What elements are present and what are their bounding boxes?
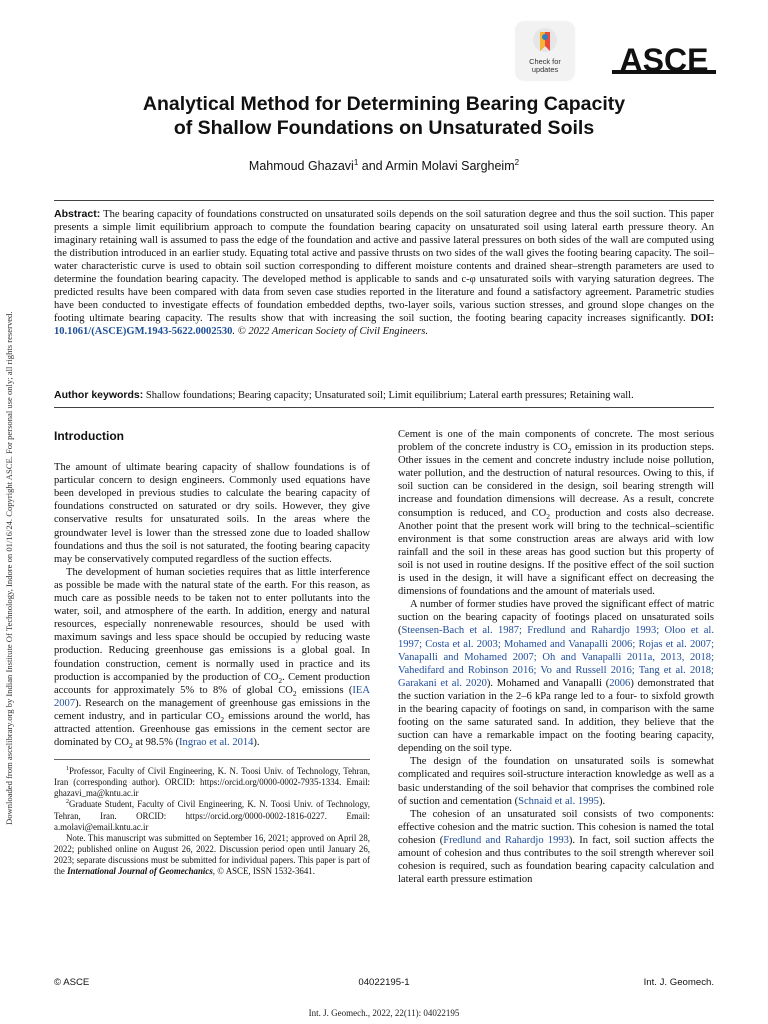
asce-logo — [612, 42, 716, 78]
author-keywords — [54, 389, 714, 402]
footnote-affiliation-2 — [54, 799, 370, 832]
paragraph-text: ). In fact, soil suction affects the amount of cohesion and thus contributes to the soil strength wherever soil cohesion is required, such as foundation bearing capacity calculation and lateral earth pressure estimation — [398, 834, 715, 886]
footer-page-id: 04022195-1 — [358, 977, 410, 988]
footnote-affiliation-1 — [54, 766, 370, 799]
keywords-label: Author keywords: — [54, 389, 144, 401]
author-list — [100, 158, 668, 173]
note-text: Note. This manuscript was submitted on September 16, 2021; approved on April 28, 2022; published online on August 26, 2022. Discussion period open until January 26, 2023; separate discussions must be submitted for individual papers. This paper is part of the — [54, 832, 370, 876]
check-for-updates-badge[interactable] — [516, 22, 574, 80]
author-conjunction: and — [358, 159, 386, 174]
doi-link[interactable]: 10.1061/(ASCE)GM.1943-5622.0002530 — [54, 326, 233, 338]
title-line-1: Analytical Method for Determining Bearing Capacity — [142, 93, 626, 115]
right-column — [398, 428, 714, 886]
paragraph — [398, 808, 714, 887]
reference-link[interactable]: Ingrao et al. 2014 — [179, 737, 254, 749]
paragraph-text: A number of former studies have proved the significant effect of matric suction on the bearing capacity of footings placed on unsaturated soils ( — [398, 599, 714, 637]
paragraph — [54, 566, 370, 749]
reference-link[interactable]: Schnaid et al. 1995 — [518, 795, 599, 807]
paragraph-text: The design of the foundation on unsaturated soils is somewhat complicated and requires soil-structure interaction knowledge as well as a basic understanding of the soil behavior that comprises the combined role of suction and cementation ( — [398, 756, 714, 807]
subscript: 2 — [129, 741, 133, 751]
abstract-top-rule — [54, 200, 714, 201]
paragraph-text: production and costs also decrease. Another point that the present work will bring to the technical–scientific environment is that some construction areas are always arid with low rainfall and the soil in these areas has good suction but this property of soil is not used in routine designs. If the positive effect of the soil suction is used in the design, it will have a significant effect on decreasing the dimensions of foundations and the amount of materials used. — [398, 507, 715, 598]
paragraph — [398, 598, 714, 755]
submission-note — [54, 833, 370, 877]
subscript: 2 — [292, 688, 297, 698]
bookmark-ribbon-icon — [532, 27, 558, 57]
reference-list-links[interactable]: Steensen-Bach et al. 1987; Fredlund and Rahardjo 1993; Oloo et al. 1997; Costa et al. 2003; Mohamed and Vanapalli 2006; Rojas et al. 2007; Vanapalli and Mohamed 2007; Oh and Vanapalli 2011a, 2013, 2018; Vahedifard and Robinson 2016; Vo and Russell 2016; Tang et al. 2018; Garakani et al. 2020 — [398, 625, 714, 689]
doi-label: DOI: — [690, 313, 714, 325]
download-notice — [4, 195, 16, 825]
paragraph-text: emissions ( — [296, 684, 353, 696]
author-1-affiliation-mark: 1 — [353, 158, 359, 167]
footnote-text: Professor, Faculty of Civil Engineering, K. N. Toosi Univ. of Technology, Tehran, Iran (corresponding author). ORCID: https://orcid.org/0000-0002-7935-1334. Email: ghazavi_ma@kntu.ac.ir — [54, 766, 370, 799]
paragraph-text: The development of human societies requires that as little interference as possible be made with the natural state of the earth. For this reason, as much care as possible needs to be taken not to enter pollutants into the water, soil, and atmosphere of the earth. In addition, energy and natural resources, especially nonrenewable resources, should be used with maximum savings and less space should be occupied by reducing waste production. Reducing greenhouse gas emissions is a global goal. In foundation construction, cement is normally used in practice and its production is accompanied by the production of CO — [54, 566, 370, 683]
download-notice-text: Downloaded from ascelibrary.org by Indian Institute Of Technology, Indore on 01/16/24. Copyright ASCE. For personal use only; all rights reserved. — [4, 311, 14, 825]
footnote-rule — [54, 759, 370, 760]
paragraph — [398, 755, 714, 807]
left-column — [54, 428, 370, 877]
section-heading-introduction: Introduction — [54, 429, 124, 443]
journal-name: International Journal of Geomechanics — [67, 866, 213, 876]
paper-title — [70, 92, 698, 140]
paragraph-text: at 98.5% ( — [132, 737, 180, 749]
footer-copyright: © ASCE — [54, 977, 90, 988]
note-text: , © ASCE, ISSN 1532-3641. — [212, 866, 315, 876]
abstract-label: Abstract: — [54, 208, 101, 220]
asce-logo-text: ASCE — [619, 42, 709, 78]
title-line-2: of Shallow Foundations on Unsaturated Soils — [173, 117, 595, 139]
badge-line-1: Check for — [529, 57, 561, 66]
reference-link[interactable]: IEA 2007 — [54, 684, 370, 709]
paragraph-text: ). Research on the management of greenhouse gas emissions in the cement industry, and in particular CO — [54, 697, 370, 722]
reference-link[interactable]: 2006 — [609, 677, 631, 689]
paragraph-text: Cement is one of the main components of concrete. The most serious problem of the concrete industry is CO — [398, 429, 714, 454]
paragraph — [398, 428, 714, 598]
footer-journal: Int. J. Geomech. — [643, 977, 714, 988]
subscript: 2 — [278, 675, 283, 685]
keywords-text: Shallow foundations; Bearing capacity; Unsaturated soil; Limit equilibrium; Lateral earth pressures; Retaining wall. — [143, 390, 634, 401]
journal-citation: Int. J. Geomech., 2022, 22(11): 04022195 — [308, 1008, 460, 1018]
paragraph-text: emission in its production steps. Other issues in the cement and concrete industry include noise pollution, water pollution, and the destruction of natural resources. Owing to this, if soil suction can be considered in the design, soil bearing strength will increase and foundation dimensions will decrease. As a result, concrete consumption is reduced, and CO — [398, 442, 714, 519]
abstract-bottom-rule — [54, 407, 714, 408]
abstract-text: The bearing capacity of foundations constructed on unsaturated soils depends on the soil saturation degree and thus the soil suction. This paper presents a simple limit equilibrium approach to compute the foundation bearing capacity on unsaturated soil using lateral earth pressure theory. An imaginary retaining wall is assumed to pass the edge of the foundation and active and passive lateral pressures on both sides of the wall are computed using the distribution introduced in an earlier study. Equating total active and passive thrusts on two sides of the wall gives the footing bearing capacity. The soil–water characteristic curve is used to obtain soil suction corresponding to different moisture contents and drained shear–strength parameters are used to determine the foundation bearing capacity. The developed method is applicable to sands and c-φ unsaturated soils with varying saturation degrees. The predicted results have been compared with data from seven case studies reported in the literature and found a satisfactory agreement. Parametric studies have been conducted to investigate effects of foundation embedded depths, two-layer soils, various suction stresses, and ground slope changes on the footing ultimate bearing capacity. The results show that with increasing the soil suction, the footing bearing capacity increases significantly. — [54, 209, 714, 325]
subscript: 2 — [567, 446, 572, 456]
copyright-notice: . © 2022 American Society of Civil Engineers. — [232, 326, 428, 338]
paragraph-text: ). Mohamed and Vanapalli ( — [486, 677, 610, 689]
footnote-mark: 1 — [66, 766, 69, 773]
badge-line-2: updates — [531, 65, 559, 74]
footnote-mark: 2 — [66, 799, 69, 806]
author-1: Mahmoud Ghazavi — [248, 159, 354, 174]
check-for-updates-label — [516, 58, 574, 74]
subscript: 2 — [546, 511, 551, 521]
paragraph-text: ) demonstrated that the suction variation in the 2–6 kPa range led to a four- to sixfold growth in the bearing capacity of footings on sand, in comparison with the same footing on the same saturated sand. In addition, they believe that the suction can have a remarkable impact on the footing bearing capacity, depending on the soil type. — [398, 677, 714, 755]
paragraph-text: The cohesion of an unsaturated soil consists of two components: effective cohesion and the matric suction. This cohesion is named the total cohesion ( — [398, 808, 714, 846]
author-2: Armin Molavi Sargheim — [385, 159, 515, 174]
paragraph-text: emissions around the world, has attracted attention. Greenhouse gas emissions in the cement sector are dominated by CO — [54, 710, 370, 749]
paragraph-text: ). — [253, 737, 260, 749]
footnote-text: Graduate Student, Faculty of Civil Engineering, K. N. Toosi Univ. of Technology, Tehran, Iran. ORCID: https://orcid.org/0000-0002-1816-0227. Email: a.molavi@email.kntu.ac.ir — [54, 799, 370, 832]
paragraph-text: ). — [598, 795, 606, 807]
subscript: 2 — [220, 714, 225, 724]
author-2-affiliation-mark: 2 — [514, 158, 520, 167]
abstract — [54, 208, 714, 338]
paragraph-text: . Cement production accounts for approximately 5% to 8% of global CO — [54, 671, 370, 696]
reference-link[interactable]: Fredlund and Rahardjo 1993 — [443, 834, 569, 846]
paragraph: The amount of ultimate bearing capacity of shallow foundations is of particular concern to design engineers. Commonly used equations have been developed in previous studies to calculate the bearing capacity of foundations constructed on saturated or dry soils. However, they give conservative results for unsaturated soils. In the areas where the groundwater level is lower than the stressed zone due to loaded shallow foundations and thus the soil is not saturated, the footing bearing capacity may be conservatively computed regardless of the suction effects. — [54, 462, 370, 565]
